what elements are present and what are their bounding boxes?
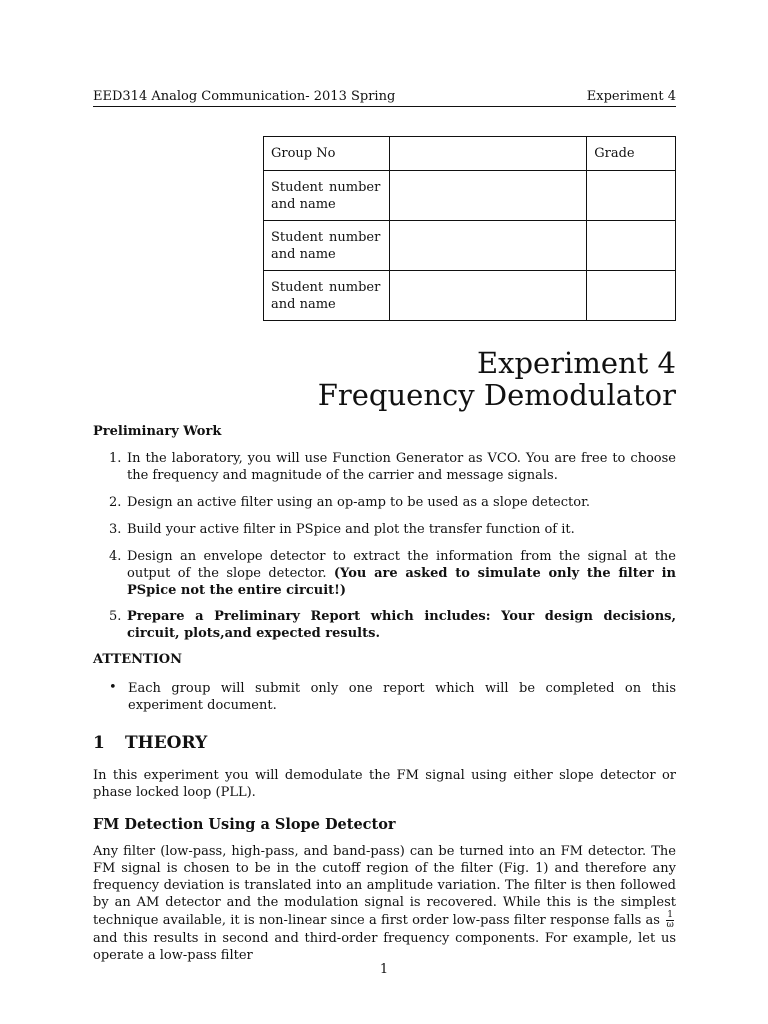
table-row xyxy=(264,271,676,321)
student-label: Student number and name xyxy=(264,221,390,271)
student-2-field[interactable] xyxy=(389,221,587,271)
student-label: Student number and name xyxy=(264,171,390,221)
title-line-2: Frequency Demodulator xyxy=(317,378,676,412)
group-no-field[interactable] xyxy=(389,137,587,171)
group-no-label: Group No xyxy=(264,137,390,171)
slope-detector-paragraph: Any filter (low-pass, high-pass, and band-pass) can be turned into an FM detector. The FM signal is chosen to be in the cutoff region of the filter (Fig. 1) and therefore any frequency deviation is translated into an amplitude variation. The filter is then followed by an AM detector and the modulation signal is recovered. While this is the simplest technique available, it is non-linear since a first order low-pass filter response falls as $\frac{1}{\omega}$ and this results in second and third-order frequency components. For example, let us operate a low-pass filter xyxy=(93,844,676,963)
table-row xyxy=(264,221,676,271)
table-row xyxy=(264,137,676,171)
attention-text: Each group will submit only one report which will be completed on this experiment document. xyxy=(128,681,676,713)
header-course-title: EED314 Analog Communication- 2013 Spring xyxy=(93,89,396,104)
header-divider xyxy=(93,106,676,107)
simulation-note: (You are asked to simulate only the filter in PSpice not the entire circuit!) xyxy=(127,566,676,598)
student-info-table xyxy=(263,136,676,321)
section-heading: 1 THEORY xyxy=(93,733,208,753)
student-3-field[interactable] xyxy=(389,271,587,321)
title-line-1: Experiment 4 xyxy=(476,346,676,380)
attention-heading: ATTENTION xyxy=(93,652,183,667)
one-over-omega: $\frac{1}{\omega}$ xyxy=(666,910,674,930)
table-row xyxy=(264,171,676,221)
student-label: Student number and name xyxy=(264,271,390,321)
theory-intro: In this experiment you will demodulate the FM signal using either slope detector or phase locked loop (PLL). xyxy=(93,768,676,800)
grade-3-field[interactable] xyxy=(587,271,676,321)
student-1-field[interactable] xyxy=(389,171,587,221)
page-number: 1 xyxy=(379,962,389,977)
grade-1-field[interactable] xyxy=(587,171,676,221)
bullet-icon: • xyxy=(109,680,117,695)
preliminary-heading: Preliminary Work xyxy=(93,424,222,439)
running-header xyxy=(93,89,676,107)
document-title xyxy=(318,347,676,411)
grade-label: Grade xyxy=(587,137,676,171)
grade-2-field[interactable] xyxy=(587,221,676,271)
subsection-heading: FM Detection Using a Slope Detector xyxy=(93,816,396,833)
document-page: EED314 Analog Communication- 2013 Spring Experiment 4 Group No Grade Student number and name Student number and name Student number and name Experiment 4 Frequency Demodulator Preliminary Work 1. In the laboratory, you will use Function Generator as VCO. You are free to choose the frequency and magnitude of the carrier and message signals. 2. Design an active filter using an op-amp to be used as a slope detector. 3. Build your active filter in PSpice and plot the transfer function of it. 4. Design an envelope detector to extract the information from the signal at the output of the slope detector. (You are asked to simulate only the filter in PSpice not the entire circuit!) 5. Prepare a Preliminary Report which includes: Your design decisions, circuit, plots,and expected results. ATTENTION • Each group will submit only one report which will be completed on this experiment document. 1 THEORY In this experiment you will demodulate the FM signal using either slope detector or phase locked loop (PLL). FM Detection Using a Slope Detector Any filter (low-pass, high-pass, and band-pass) can be turned into an FM detector. The FM signal is chosen to be in the cutoff region of the filter (Fig. 1) and therefore any frequency deviation is translated into an amplitude variation. The filter is then followed by an AM detector and the modulation signal is recovered. While this is the simplest technique available, it is non-linear since a first order low-pass filter response falls as $\frac{1}{\omega}$ and this results in second and third-order frequency components. For example, let us operate a low-pass filter 1 xyxy=(0,0,768,1024)
header-experiment-label: Experiment 4 xyxy=(586,89,676,104)
